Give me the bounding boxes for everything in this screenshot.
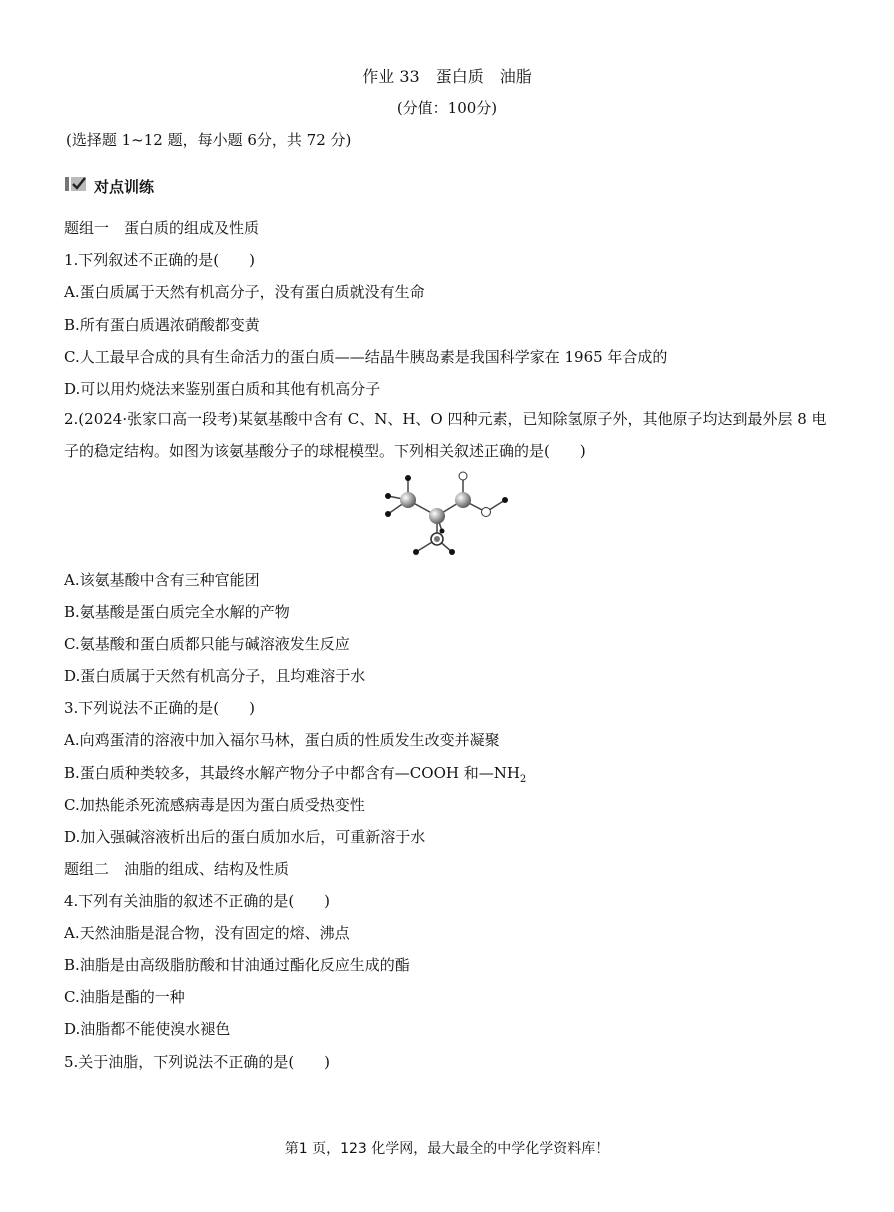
q2-option-b: B.氨基酸是蛋白质完全水解的产物	[64, 603, 290, 621]
q1-option-b: B.所有蛋白质遇浓硝酸都变黄	[64, 316, 260, 334]
q1-option-c: C.人工最早合成的具有生命活力的蛋白质——结晶牛胰岛素是我国科学家在 1965 年合成的	[64, 348, 668, 366]
q4-stem: 4.下列有关油脂的叙述不正确的是( )	[64, 892, 331, 910]
score-note: (分值：100分)	[396, 99, 498, 117]
q3-option-b-text: B.蛋白质种类较多，其最终水解产物分子中都含有—COOH 和—NH	[64, 764, 520, 782]
title-assignment: 作业 33	[362, 67, 420, 86]
q2-option-c: C.氨基酸和蛋白质都只能与碱溶液发生反应	[64, 635, 350, 653]
q5-stem: 5.关于油脂，下列说法不正确的是( )	[64, 1053, 331, 1071]
page-footer: 第1 页，123 化学网，最大最全的中学化学资料库！	[284, 1141, 610, 1157]
q2-option-d: D.蛋白质属于天然有机高分子，且均难溶于水	[64, 667, 366, 685]
q1-stem: 1.下列叙述不正确的是( )	[64, 251, 256, 269]
q4-option-d: D.油脂都不能使溴水褪色	[64, 1020, 231, 1038]
q4-option-c: C.油脂是酯的一种	[64, 988, 185, 1006]
title-topic-1: 蛋白质	[435, 67, 484, 86]
q3-option-b	[64, 762, 526, 785]
q4-option-b: B.油脂是由高级脂肪酸和甘油通过酯化反应生成的酯	[64, 956, 410, 974]
q2-option-a: A.该氨基酸中含有三种官能团	[64, 571, 260, 589]
q3-stem: 3.下列说法不正确的是( )	[64, 699, 256, 717]
section-label: 对点训练	[94, 177, 155, 196]
q4-option-a: A.天然油脂是混合物，没有固定的熔、沸点	[64, 924, 350, 942]
section-heading	[64, 175, 154, 197]
group-heading-2: 题组二 油脂的组成、结构及性质	[64, 860, 290, 878]
ball-and-stick-model	[378, 470, 518, 566]
checklist-icon	[64, 175, 88, 197]
title-topic-2: 油脂	[499, 67, 532, 86]
q3-option-a: A.向鸡蛋清的溶液中加入福尔马林，蛋白质的性质发生改变并凝聚	[64, 731, 500, 749]
q2-stem: 2.(2024·张家口高一段考)某氨基酸中含有 C、N、H、O 四种元素，已知除氢原子外，其他原子均达到最外层 8 电子的稳定结构。如图为该氨基酸分子的球棍模型。下列相关叙述正确的是( )	[64, 410, 827, 460]
q3-option-d: D.加入强碱溶液析出后的蛋白质加水后，可重新溶于水	[64, 828, 426, 846]
page-title	[0, 64, 894, 87]
group-heading-1: 题组一 蛋白质的组成及性质	[64, 219, 260, 237]
q3-option-c: C.加热能杀死流感病毒是因为蛋白质受热变性	[64, 796, 365, 814]
instructions-note: (选择题 1~12 题，每小题 6分，共 72 分)	[66, 131, 352, 149]
q1-option-a: A.蛋白质属于天然有机高分子，没有蛋白质就没有生命	[64, 283, 425, 301]
q3-option-b-subscript: 2	[519, 774, 527, 785]
q1-option-d: D.可以用灼烧法来鉴别蛋白质和其他有机高分子	[64, 380, 381, 398]
